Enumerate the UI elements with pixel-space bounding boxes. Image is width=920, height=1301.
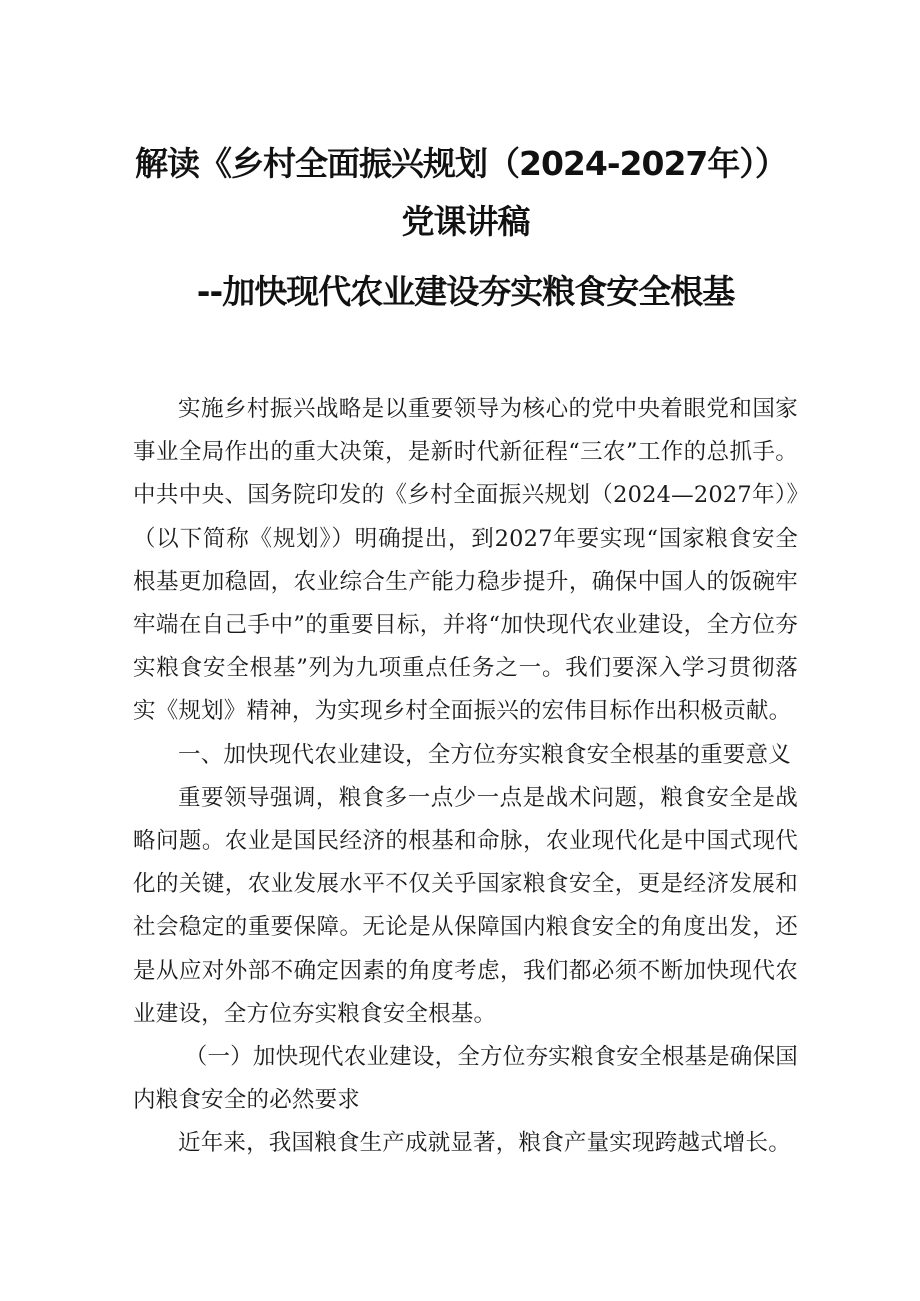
paragraph-intro: 实施乡村振兴战略是以重要领导为核心的党中央着眼党和国家事业全局作出的重大决策，是新时代新征程“三农”工作的总抓手。中共中央、国务院印发的《乡村全面振兴规划（2024—2027年）》（以下简称《规划》）明确提出，到2027年要实现“国家粮食安全根基更加稳固，农业综合生产能力稳步提升，确保中国人的饭碗牢牢端在自己手中”的重要目标，并将“加快现代农业建设，全方位夯实粮食安全根基”列为九项重点任务之一。我们要深入学习贯彻落实《规划》精神，为实现乡村全面振兴的宏伟目标作出积极贡献。 <box>133 396 798 725</box>
section-heading-1: 一、加快现代农业建设，全方位夯实粮食安全根基的重要意义 <box>178 741 791 768</box>
paragraph-significance: 重要领导强调，粮食多一点少一点是战术问题，粮食安全是战略问题。农业是国民经济的根基和命脉，农业现代化是中国式现代化的关键，农业发展水平不仅关乎国家粮食安全，更是经济发展和社会稳定的重要保障。无论是从保障国内粮食安全的角度出发，还是从应对外部不确定因素的角度考虑，我们都必须不断加快现代农业建设，全方位夯实粮食安全根基。 <box>133 784 798 1027</box>
document-title-line-2: 党课讲稿 <box>401 202 530 241</box>
title-block <box>133 136 798 320</box>
document-body <box>133 388 798 1166</box>
subsection-heading-1: （一）加快现代农业建设，全方位夯实粮食安全根基是确保国内粮食安全的必然要求 <box>133 1044 798 1114</box>
document-title-line-1: 解读《乡村全面振兴规划（2024-2027年）） <box>135 144 787 183</box>
paragraph-recent-years: 近年来，我国粮食生产成就显著，粮食产量实现跨越式增长。 <box>178 1130 791 1157</box>
document-subtitle: --加快现代农业建设夯实粮食安全根基 <box>196 272 735 311</box>
